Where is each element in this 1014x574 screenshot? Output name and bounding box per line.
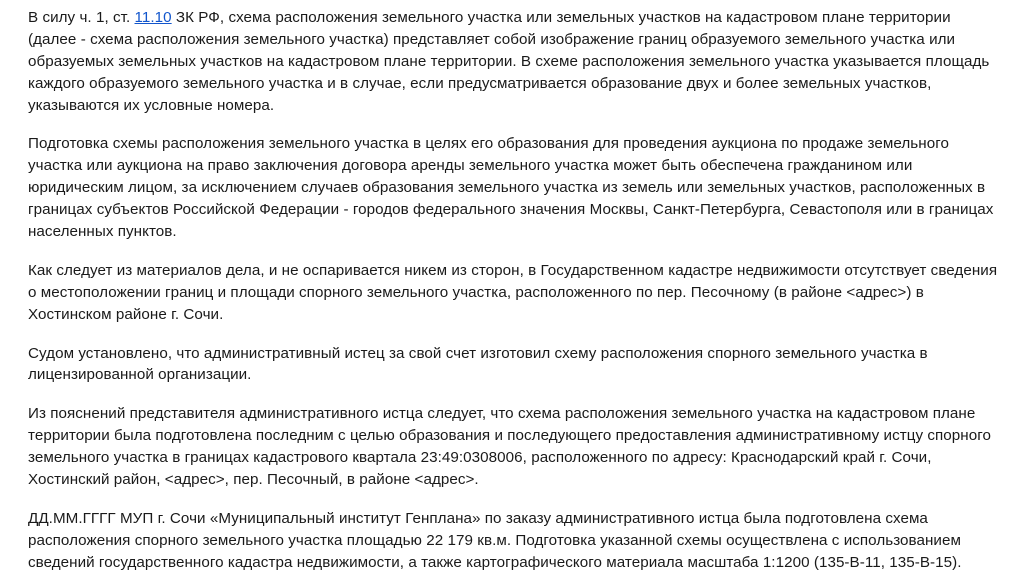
paragraph-text: Судом установлено, что административный истец за свой счет изготовил схему расположения спорного земельного участка в лицензированной организации.: [28, 344, 928, 384]
paragraph-text: Как следует из материалов дела, и не оспаривается никем из сторон, в Государственном кадастре недвижимости отсутствует сведения о местоположении границ и площади спорного земельного участка, расположенного по пер. Песочному (в районе <адрес>) в Хостинском районе г. Сочи.: [28, 261, 998, 323]
paragraph: [28, 343, 998, 387]
paragraph: [28, 7, 998, 116]
paragraph-text: Из пояснений представителя административного истца следует, что схема расположения земельного участка на кадастровом плане территории была подготовлена последним с целью образования и последующего предоставления административному истцу спорного земельного участка в границах кадастрового квартала 23:49:0308006, расположенного по адресу: Краснодарский край г. Сочи, Хостинский район, <адрес>, пер. Песочный, в районе <адрес>.: [28, 405, 991, 489]
paragraph-text: ЗК РФ, схема расположения земельного участка или земельных участков на кадастровом плане территории (далее - схема расположения земельного участка) представляет собой изображение границ образуемого земельного участка или образуемых земельных участков на кадастровом плане территории. В схеме расположения земельного участка указывается площадь каждого образуемого земельного участка и в случае, если предусматривается образование двух и более земельных участков, указываются их условные номера.: [28, 9, 990, 114]
paragraph: [28, 403, 998, 491]
paragraph: [28, 260, 998, 326]
paragraph-text: ДД.ММ.ГГГГ МУП г. Сочи «Муниципальный институт Генплана» по заказу административного истца была подготовлена схема расположения спорного земельного участка площадью 22 179 кв.м. Подготовка указанной схемы осуществлена с использованием сведений государственного кадастра недвижимости, а также картографического материала масштаба 1:1200 (135-В-11, 135-В-15).: [28, 509, 962, 571]
paragraph: [28, 508, 998, 574]
statute-link[interactable]: 11.10: [134, 9, 172, 26]
paragraph-text: В силу ч. 1, ст.: [28, 9, 135, 26]
paragraph: [28, 133, 998, 242]
paragraph-text: Подготовка схемы расположения земельного участка в целях его образования для проведения аукциона по продаже земельного участка или аукциона на право заключения договора аренды земельного участка может быть обеспечена гражданином или юридическим лицом, за исключением случаев образования земельного участка из земель или земельных участков, расположенных в границах субъектов Российской Федерации - городов федерального значения Москвы, Санкт-Петербурга, Севастополя или в границах населенных пунктов.: [28, 135, 994, 241]
